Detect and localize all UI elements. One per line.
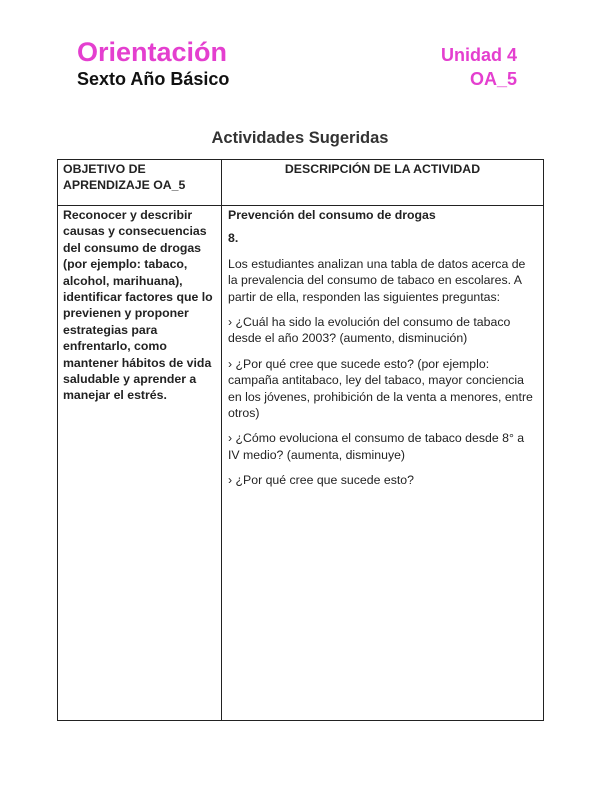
objective-header: OBJETIVO DE APRENDIZAJE OA_5 bbox=[58, 160, 222, 206]
objective-code: OA_5 bbox=[469, 69, 517, 89]
objective-text: Reconocer y describir causas y consecuencias del consumo de drogas (por ejemplo: tabaco, alcohol, marihuana), identificar factores que lo previenen y proponer estrategias para enfrentarlo, como mantener hábitos de vida saludable y aprender a manejar el estrés. bbox=[58, 206, 222, 721]
table-row bbox=[58, 206, 544, 721]
activity-table bbox=[57, 159, 544, 721]
activity-description bbox=[222, 206, 544, 721]
description-header: DESCRIPCIÓN DE LA ACTIVIDAD bbox=[222, 160, 544, 206]
unit-label: Unidad 4 bbox=[440, 45, 517, 65]
section-title: Actividades Sugeridas bbox=[211, 129, 389, 147]
table-header-row bbox=[58, 160, 544, 206]
subject-title: Orientación bbox=[77, 37, 228, 67]
grade-level: Sexto Año Básico bbox=[77, 69, 230, 89]
page-header bbox=[77, 36, 517, 92]
activity-question: › ¿Cuál ha sido la evolución del consumo de tabaco desde el año 2003? (aumento, disminución) bbox=[228, 315, 511, 346]
activity-question: › ¿Por qué cree que sucede esto? bbox=[228, 473, 414, 488]
activity-intro: Los estudiantes analizan una tabla de datos acerca de la prevalencia del consumo de tabaco en escolares. A partir de ella, responden las siguientes preguntas: bbox=[228, 256, 526, 304]
activity-question: › ¿Por qué cree que sucede esto? (por ejemplo: campaña antitabaco, ley del tabaco, mayor conciencia en los jóvenes, prohibición de la venta a menores, entre otros) bbox=[228, 356, 533, 421]
activity-question: › ¿Cómo evoluciona el consumo de tabaco desde 8° a IV medio? (aumenta, disminuye) bbox=[228, 431, 525, 462]
activity-number: 8. bbox=[228, 231, 239, 246]
activity-title: Prevención del consumo de drogas bbox=[228, 208, 436, 222]
